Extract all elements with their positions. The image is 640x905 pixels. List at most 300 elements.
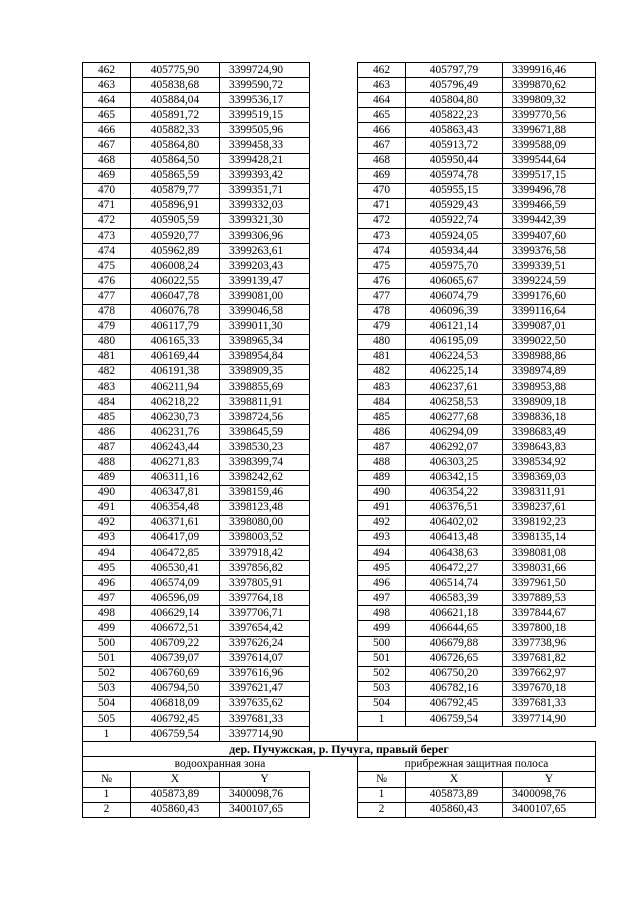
- y-coordinate-cell: 3398965,34: [220, 334, 310, 349]
- point-number-cell: 488: [83, 455, 131, 470]
- point-number-cell: 501: [358, 651, 406, 666]
- y-coordinate-cell: 3399376,58: [503, 244, 596, 259]
- point-number-cell: 495: [358, 561, 406, 576]
- y-coordinate-cell: 3399588,09: [503, 138, 596, 153]
- point-number-cell: 470: [83, 183, 131, 198]
- x-coordinate-cell: 405860,43: [406, 802, 503, 817]
- table-row: [83, 576, 596, 591]
- point-number-cell: 492: [358, 515, 406, 530]
- y-coordinate-cell: 3399203,43: [220, 259, 310, 274]
- column-gap: [310, 244, 358, 259]
- coordinates-table: [82, 62, 596, 818]
- y-coordinate-cell: 3397856,82: [220, 561, 310, 576]
- point-number-cell: 1: [358, 712, 406, 727]
- column-gap: [310, 93, 358, 108]
- point-number-cell: 487: [358, 440, 406, 455]
- column-gap: [310, 712, 358, 727]
- column-gap: [310, 561, 358, 576]
- point-number-cell: 494: [358, 546, 406, 561]
- x-coordinate-cell: 406271,83: [131, 455, 220, 470]
- column-gap: [310, 198, 358, 213]
- point-number-cell: 473: [83, 229, 131, 244]
- table-row: [83, 410, 596, 425]
- y-coordinate-cell: 3398974,89: [503, 364, 596, 379]
- x-coordinate-cell: 406074,79: [406, 289, 503, 304]
- x-coordinate-cell: 406679,88: [406, 636, 503, 651]
- point-number-cell: 471: [358, 198, 406, 213]
- y-coordinate-cell: 3398135,14: [503, 530, 596, 545]
- y-coordinate-cell: 3399393,42: [220, 168, 310, 183]
- x-coordinate-cell: 406794,50: [131, 681, 220, 696]
- x-coordinate-cell: 406792,45: [406, 696, 503, 711]
- point-number-cell: 478: [358, 304, 406, 319]
- table-row: [83, 515, 596, 530]
- point-number-cell: 483: [358, 379, 406, 394]
- y-coordinate-cell: 3398954,84: [220, 349, 310, 364]
- x-coordinate-cell: 405882,33: [131, 123, 220, 138]
- column-gap: [310, 621, 358, 636]
- table-row: [83, 500, 596, 515]
- table-row: [83, 168, 596, 183]
- x-coordinate-cell: 405879,77: [131, 183, 220, 198]
- column-gap: [310, 696, 358, 711]
- y-coordinate-cell: 3399870,62: [503, 78, 596, 93]
- point-number-cell: 491: [83, 500, 131, 515]
- point-number-cell: 465: [83, 108, 131, 123]
- column-gap: [310, 606, 358, 621]
- point-number-cell: 471: [83, 198, 131, 213]
- x-coordinate-cell: 405905,59: [131, 213, 220, 228]
- table-row: [83, 666, 596, 681]
- point-number-cell: 493: [83, 530, 131, 545]
- point-number-cell: 1: [83, 727, 131, 742]
- column-gap: [310, 530, 358, 545]
- point-number-cell: 468: [358, 153, 406, 168]
- y-coordinate-cell: 3398031,66: [503, 561, 596, 576]
- table-row: [83, 561, 596, 576]
- table-row: [83, 425, 596, 440]
- y-coordinate-cell: 3399809,32: [503, 93, 596, 108]
- x-coordinate-cell: 406237,61: [406, 379, 503, 394]
- table-row: [83, 304, 596, 319]
- point-number-cell: 463: [83, 78, 131, 93]
- column-gap: [310, 259, 358, 274]
- point-number-cell: 487: [83, 440, 131, 455]
- point-number-cell: 476: [358, 274, 406, 289]
- y-coordinate-cell: 3399332,03: [220, 198, 310, 213]
- column-gap: [310, 802, 358, 817]
- y-coordinate-cell: 3397681,33: [503, 696, 596, 711]
- point-number-cell: 486: [358, 425, 406, 440]
- y-coordinate-cell: 3398080,00: [220, 515, 310, 530]
- point-number-cell: 492: [83, 515, 131, 530]
- table-row: [83, 364, 596, 379]
- x-coordinate-cell: 405913,72: [406, 138, 503, 153]
- point-number-cell: 469: [83, 168, 131, 183]
- x-coordinate-cell: 405796,49: [406, 78, 503, 93]
- column-gap: [310, 334, 358, 349]
- table-row: [83, 244, 596, 259]
- point-number-cell: 476: [83, 274, 131, 289]
- y-coordinate-cell: 3398081,08: [503, 546, 596, 561]
- x-coordinate-cell: 406117,79: [131, 319, 220, 334]
- column-gap: [310, 349, 358, 364]
- left-zone-label: водоохранная зона: [83, 757, 358, 772]
- x-coordinate-cell: 406472,85: [131, 546, 220, 561]
- x-coordinate-cell: 406596,09: [131, 591, 220, 606]
- column-gap: [310, 681, 358, 696]
- x-coordinate-cell: 406760,69: [131, 666, 220, 681]
- right-zone-label: прибрежная защитная полоса: [358, 757, 596, 772]
- y-coordinate-cell: 3398953,88: [503, 379, 596, 394]
- point-number-cell: 496: [358, 576, 406, 591]
- y-coordinate-cell: 3397654,42: [220, 621, 310, 636]
- point-number-cell: 481: [358, 349, 406, 364]
- y-coordinate-cell: 3399724,90: [220, 63, 310, 78]
- x-coordinate-cell: 406514,74: [406, 576, 503, 591]
- column-gap: [310, 515, 358, 530]
- column-header: X: [131, 772, 220, 787]
- x-coordinate-cell: 406165,33: [131, 334, 220, 349]
- point-number-cell: 497: [358, 591, 406, 606]
- x-coordinate-cell: 406413,48: [406, 530, 503, 545]
- x-coordinate-cell: 406065,67: [406, 274, 503, 289]
- column-gap: [310, 168, 358, 183]
- y-coordinate-cell: 3398643,83: [503, 440, 596, 455]
- y-coordinate-cell: 3398242,62: [220, 470, 310, 485]
- column-gap: [310, 425, 358, 440]
- y-coordinate-cell: 3397918,42: [220, 546, 310, 561]
- x-coordinate-cell: 406376,51: [406, 500, 503, 515]
- table-row: [83, 153, 596, 168]
- point-number-cell: 503: [83, 681, 131, 696]
- column-gap: [310, 229, 358, 244]
- empty-cell: [358, 727, 596, 742]
- y-coordinate-cell: 3399466,59: [503, 198, 596, 213]
- table-row: [83, 636, 596, 651]
- y-coordinate-cell: 3397670,18: [503, 681, 596, 696]
- point-number-cell: 489: [83, 470, 131, 485]
- point-number-cell: 477: [358, 289, 406, 304]
- x-coordinate-cell: 406022,55: [131, 274, 220, 289]
- y-coordinate-cell: 3397805,91: [220, 576, 310, 591]
- table-row: [83, 440, 596, 455]
- y-coordinate-cell: 3399517,15: [503, 168, 596, 183]
- x-coordinate-cell: 405804,80: [406, 93, 503, 108]
- x-coordinate-cell: 405863,43: [406, 123, 503, 138]
- table-row: [83, 379, 596, 394]
- x-coordinate-cell: 405950,44: [406, 153, 503, 168]
- y-coordinate-cell: 3399087,01: [503, 319, 596, 334]
- column-gap: [310, 108, 358, 123]
- table-row: [83, 681, 596, 696]
- y-coordinate-cell: 3399407,60: [503, 229, 596, 244]
- x-coordinate-cell: 405896,91: [131, 198, 220, 213]
- point-number-cell: 474: [83, 244, 131, 259]
- table-row: [83, 530, 596, 545]
- table-row: [83, 591, 596, 606]
- point-number-cell: 478: [83, 304, 131, 319]
- table-row: [83, 138, 596, 153]
- y-coordinate-cell: 3397889,53: [503, 591, 596, 606]
- x-coordinate-cell: 405922,74: [406, 213, 503, 228]
- table-row: [83, 93, 596, 108]
- point-number-cell: 504: [358, 696, 406, 711]
- y-coordinate-cell: 3398909,18: [503, 395, 596, 410]
- point-number-cell: 479: [358, 319, 406, 334]
- y-coordinate-cell: 3399519,15: [220, 108, 310, 123]
- x-coordinate-cell: 405873,89: [131, 787, 220, 802]
- x-coordinate-cell: 406195,09: [406, 334, 503, 349]
- point-number-cell: 1: [358, 787, 406, 802]
- table-row: [83, 63, 596, 78]
- point-number-cell: 480: [358, 334, 406, 349]
- table-row: [83, 470, 596, 485]
- column-gap: [310, 485, 358, 500]
- point-number-cell: 2: [83, 802, 131, 817]
- point-number-cell: 475: [83, 259, 131, 274]
- y-coordinate-cell: 3399081,00: [220, 289, 310, 304]
- column-gap: [310, 153, 358, 168]
- y-coordinate-cell: 3397662,97: [503, 666, 596, 681]
- point-number-cell: 502: [83, 666, 131, 681]
- column-gap: [310, 591, 358, 606]
- column-gap: [310, 304, 358, 319]
- y-coordinate-cell: 3399536,17: [220, 93, 310, 108]
- y-coordinate-cell: 3398724,56: [220, 410, 310, 425]
- table-row: [83, 108, 596, 123]
- point-number-cell: 2: [358, 802, 406, 817]
- x-coordinate-cell: 405860,43: [131, 802, 220, 817]
- header-row: [83, 772, 596, 787]
- point-number-cell: 496: [83, 576, 131, 591]
- point-number-cell: 504: [83, 696, 131, 711]
- x-coordinate-cell: 406347,81: [131, 485, 220, 500]
- table-row: [83, 621, 596, 636]
- point-number-cell: 495: [83, 561, 131, 576]
- column-gap: [310, 63, 358, 78]
- x-coordinate-cell: 406211,94: [131, 379, 220, 394]
- x-coordinate-cell: 406583,39: [406, 591, 503, 606]
- point-number-cell: 463: [358, 78, 406, 93]
- table-row: [83, 606, 596, 621]
- column-gap: [310, 364, 358, 379]
- x-coordinate-cell: 406311,16: [131, 470, 220, 485]
- table-row: [83, 229, 596, 244]
- column-gap: [310, 772, 358, 787]
- x-coordinate-cell: 406008,24: [131, 259, 220, 274]
- y-coordinate-cell: 3397800,18: [503, 621, 596, 636]
- y-coordinate-cell: 3397621,47: [220, 681, 310, 696]
- x-coordinate-cell: 406621,18: [406, 606, 503, 621]
- point-number-cell: 468: [83, 153, 131, 168]
- table-row: [83, 274, 596, 289]
- x-coordinate-cell: 405934,44: [406, 244, 503, 259]
- column-gap: [310, 651, 358, 666]
- point-number-cell: 500: [83, 636, 131, 651]
- column-gap: [310, 576, 358, 591]
- x-coordinate-cell: 406047,78: [131, 289, 220, 304]
- table-row: [83, 289, 596, 304]
- point-number-cell: 472: [83, 213, 131, 228]
- x-coordinate-cell: 405797,79: [406, 63, 503, 78]
- x-coordinate-cell: 406472,27: [406, 561, 503, 576]
- column-gap: [310, 395, 358, 410]
- column-gap: [310, 727, 358, 742]
- y-coordinate-cell: 3397614,07: [220, 651, 310, 666]
- table-row: [83, 349, 596, 364]
- x-coordinate-cell: 406782,16: [406, 681, 503, 696]
- table-row: [83, 123, 596, 138]
- point-number-cell: 462: [83, 63, 131, 78]
- x-coordinate-cell: 405929,43: [406, 198, 503, 213]
- x-coordinate-cell: 406739,07: [131, 651, 220, 666]
- point-number-cell: 1: [83, 787, 131, 802]
- x-coordinate-cell: 406644,65: [406, 621, 503, 636]
- x-coordinate-cell: 406303,25: [406, 455, 503, 470]
- column-gap: [310, 274, 358, 289]
- x-coordinate-cell: 405955,15: [406, 183, 503, 198]
- point-number-cell: 489: [358, 470, 406, 485]
- point-number-cell: 501: [83, 651, 131, 666]
- point-number-cell: 464: [358, 93, 406, 108]
- point-number-cell: 500: [358, 636, 406, 651]
- x-coordinate-cell: 406574,09: [131, 576, 220, 591]
- x-coordinate-cell: 405822,23: [406, 108, 503, 123]
- point-number-cell: 490: [358, 485, 406, 500]
- table-row: [83, 802, 596, 817]
- table-row: [83, 712, 596, 727]
- point-number-cell: 498: [358, 606, 406, 621]
- point-number-cell: 503: [358, 681, 406, 696]
- y-coordinate-cell: 3398159,46: [220, 485, 310, 500]
- column-header: X: [406, 772, 503, 787]
- y-coordinate-cell: 3399428,21: [220, 153, 310, 168]
- table-row: [83, 334, 596, 349]
- point-number-cell: 462: [358, 63, 406, 78]
- x-coordinate-cell: 406121,14: [406, 319, 503, 334]
- point-number-cell: 472: [358, 213, 406, 228]
- point-number-cell: 480: [83, 334, 131, 349]
- y-coordinate-cell: 3398683,49: [503, 425, 596, 440]
- y-coordinate-cell: 3397616,96: [220, 666, 310, 681]
- table-row: [83, 183, 596, 198]
- y-coordinate-cell: 3398855,69: [220, 379, 310, 394]
- x-coordinate-cell: 406076,78: [131, 304, 220, 319]
- x-coordinate-cell: 406438,63: [406, 546, 503, 561]
- table-row: [83, 259, 596, 274]
- column-gap: [310, 379, 358, 394]
- y-coordinate-cell: 3399011,30: [220, 319, 310, 334]
- column-gap: [310, 123, 358, 138]
- y-coordinate-cell: 3398909,35: [220, 364, 310, 379]
- column-gap: [310, 455, 358, 470]
- table-row: [83, 651, 596, 666]
- point-number-cell: 484: [83, 395, 131, 410]
- x-coordinate-cell: 406354,48: [131, 500, 220, 515]
- x-coordinate-cell: 406277,68: [406, 410, 503, 425]
- y-coordinate-cell: 3399590,72: [220, 78, 310, 93]
- y-coordinate-cell: 3399176,60: [503, 289, 596, 304]
- table-row: [83, 727, 596, 742]
- column-gap: [310, 410, 358, 425]
- y-coordinate-cell: 3400107,65: [220, 802, 310, 817]
- column-gap: [310, 440, 358, 455]
- x-coordinate-cell: 406629,14: [131, 606, 220, 621]
- y-coordinate-cell: 3399022,50: [503, 334, 596, 349]
- y-coordinate-cell: 3398369,03: [503, 470, 596, 485]
- x-coordinate-cell: 406672,51: [131, 621, 220, 636]
- point-number-cell: 498: [83, 606, 131, 621]
- column-gap: [310, 183, 358, 198]
- x-coordinate-cell: 405891,72: [131, 108, 220, 123]
- y-coordinate-cell: 3397626,24: [220, 636, 310, 651]
- y-coordinate-cell: 3399224,59: [503, 274, 596, 289]
- y-coordinate-cell: 3397706,71: [220, 606, 310, 621]
- x-coordinate-cell: 406726,65: [406, 651, 503, 666]
- y-coordinate-cell: 3399916,46: [503, 63, 596, 78]
- table-row: [83, 696, 596, 711]
- x-coordinate-cell: 406231,76: [131, 425, 220, 440]
- y-coordinate-cell: 3399505,96: [220, 123, 310, 138]
- y-coordinate-cell: 3400107,65: [503, 802, 596, 817]
- y-coordinate-cell: 3399442,39: [503, 213, 596, 228]
- y-coordinate-cell: 3399770,56: [503, 108, 596, 123]
- x-coordinate-cell: 405838,68: [131, 78, 220, 93]
- point-number-cell: 494: [83, 546, 131, 561]
- y-coordinate-cell: 3399046,58: [220, 304, 310, 319]
- point-number-cell: 485: [358, 410, 406, 425]
- y-coordinate-cell: 3398836,18: [503, 410, 596, 425]
- point-number-cell: 491: [358, 500, 406, 515]
- table-row: [83, 198, 596, 213]
- y-coordinate-cell: 3398003,52: [220, 530, 310, 545]
- x-coordinate-cell: 406096,39: [406, 304, 503, 319]
- y-coordinate-cell: 3399496,78: [503, 183, 596, 198]
- y-coordinate-cell: 3399263,61: [220, 244, 310, 259]
- x-coordinate-cell: 405924,05: [406, 229, 503, 244]
- column-gap: [310, 138, 358, 153]
- x-coordinate-cell: 406417,09: [131, 530, 220, 545]
- y-coordinate-cell: 3400098,76: [220, 787, 310, 802]
- column-gap: [310, 787, 358, 802]
- x-coordinate-cell: 406354,22: [406, 485, 503, 500]
- point-number-cell: 467: [83, 138, 131, 153]
- y-coordinate-cell: 3399544,64: [503, 153, 596, 168]
- table-row: [83, 485, 596, 500]
- point-number-cell: 486: [83, 425, 131, 440]
- point-number-cell: 502: [358, 666, 406, 681]
- column-gap: [310, 500, 358, 515]
- point-number-cell: 490: [83, 485, 131, 500]
- table-row: [83, 455, 596, 470]
- y-coordinate-cell: 3399139,47: [220, 274, 310, 289]
- x-coordinate-cell: 406225,14: [406, 364, 503, 379]
- table-row: [83, 546, 596, 561]
- column-header: №: [358, 772, 406, 787]
- y-coordinate-cell: 3398311,91: [503, 485, 596, 500]
- point-number-cell: 464: [83, 93, 131, 108]
- x-coordinate-cell: 406818,09: [131, 696, 220, 711]
- y-coordinate-cell: 3398534,92: [503, 455, 596, 470]
- y-coordinate-cell: 3399339,51: [503, 259, 596, 274]
- point-number-cell: 493: [358, 530, 406, 545]
- column-gap: [310, 289, 358, 304]
- x-coordinate-cell: 406792,45: [131, 712, 220, 727]
- point-number-cell: 475: [358, 259, 406, 274]
- column-gap: [310, 78, 358, 93]
- point-number-cell: 497: [83, 591, 131, 606]
